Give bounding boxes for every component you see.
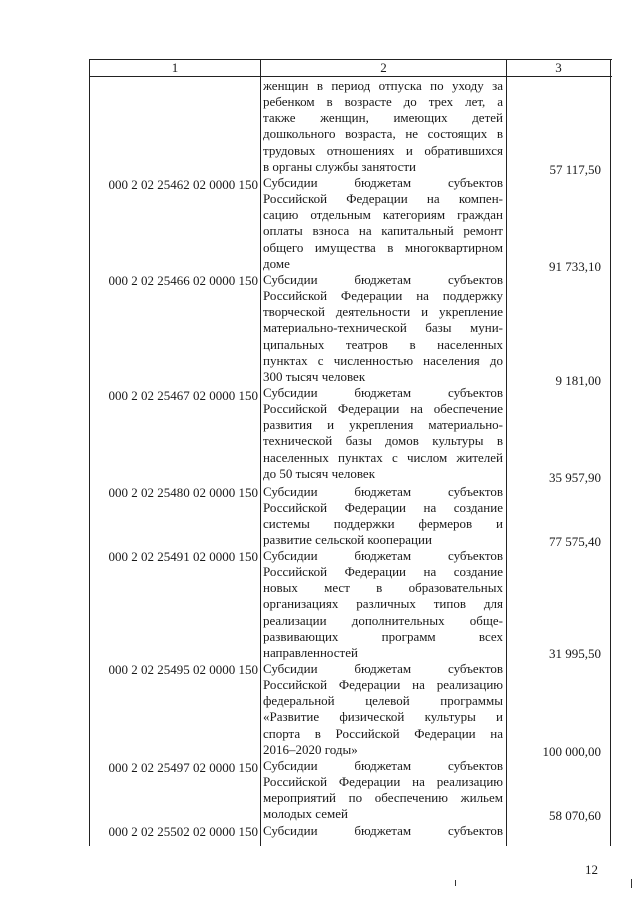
row-line: 2016–2020 годы» [263,741,358,757]
row-description [263,272,503,385]
column-header-2: 2 [380,60,387,75]
row-amount: 35 957,90 [549,470,601,485]
column-header-1: 1 [171,60,179,75]
row-line: спорта в Российской Федерации на [263,725,503,741]
row-line: Российской Федерации на обеспечение [263,401,503,417]
row-line: Российской Федерации на компен- [263,191,503,207]
row-amount: 77 575,40 [549,534,601,549]
row-line: новых мест в образовательных [263,580,503,596]
row-amount: 9 181,00 [555,373,601,388]
row-code: 000 2 02 25466 02 0000 150 [108,273,258,288]
row-line: Субсидии бюджетам субъектов [263,385,503,400]
scan-mark [455,880,456,886]
row-line: Субсидии бюджетам субъектов [263,548,503,563]
row-code: 000 2 02 25467 02 0000 150 [108,388,258,403]
intro-line: ребенком в возрасте до трех лет, а [263,94,503,110]
intro-line: женщин в период отпуска по уходу за [263,78,503,93]
row-line: развивающих программ всех [263,628,503,644]
row-description [263,385,503,482]
row-line: сацию отдельным категориям граждан [263,207,503,223]
row-line: развитие сельской кооперации [263,532,432,548]
row-line: общего имущества в многоквартирном [263,239,503,255]
row-line: 300 тысяч человек [263,368,366,384]
header-bottom-border [89,76,612,77]
intro-description [263,78,503,175]
intro-line: дошкольного возраста, не состоящих в [263,126,503,142]
row-description [263,823,503,839]
row-description [263,175,503,272]
row-line: реализации дополнительных обще- [263,612,503,628]
row-line: доме [263,255,290,271]
row-line: творческой деятельности и укрепление [263,304,503,320]
row-line: пунктах с численностью населения до [263,352,503,368]
row-line: организациях различных типов для [263,596,503,612]
row-line: Российской Федерации на реализацию [263,774,503,790]
row-line: Субсидии бюджетам субъектов [263,175,503,190]
row-description [263,661,503,758]
row-line: материально-технической базы муни- [263,320,503,336]
intro-line: трудовых отношениях и обратившихся [263,142,503,158]
row-line: оплаты взноса на капитальный ремонт [263,223,503,239]
row-line: Субсидии бюджетам субъектов [263,758,503,773]
row-code: 000 2 02 25495 02 0000 150 [108,662,258,677]
column-divider-1 [260,59,261,846]
row-code: 000 2 02 25502 02 0000 150 [108,824,258,839]
row-line: федеральной целевой программы [263,693,503,709]
row-amount: 31 995,50 [549,646,601,661]
row-line: молодых семей [263,806,348,822]
row-amount: 58 070,60 [549,808,601,823]
scan-mark [631,879,632,888]
table-top-border [89,59,612,60]
row-line: «Развитие физической культуры и [263,709,503,725]
intro-line: также женщин, имеющих детей [263,110,503,126]
row-description [263,484,503,549]
row-amount: 91 733,10 [549,259,601,274]
column-divider-2 [506,59,507,846]
row-line: Российской Федерации на реализацию [263,677,503,693]
row-line: Российской Федерации на поддержку [263,288,503,304]
row-code: 000 2 02 25462 02 0000 150 [108,177,258,192]
row-line: ципальных театров в населенных [263,336,503,352]
row-line: направленностей [263,644,358,660]
row-code: 000 2 02 25480 02 0000 150 [108,485,258,500]
row-description [263,758,503,823]
row-line: Российской Федерации на создание [263,564,503,580]
row-line: технической базы домов культуры в [263,433,503,449]
row-line: до 50 тысяч человек [263,465,376,481]
table-right-border [610,59,611,846]
page-number: 12 [585,862,598,877]
row-line: Российской Федерации на создание [263,500,503,516]
row-code: 000 2 02 25491 02 0000 150 [108,549,258,564]
intro-line: в органы службы занятости [263,158,417,174]
row-line: мероприятий по обеспечению жильем [263,790,503,806]
row-code: 000 2 02 25497 02 0000 150 [108,760,258,775]
row-amount: 100 000,00 [542,744,601,759]
row-line: системы поддержки фермеров и [263,516,503,532]
row-line: Субсидии бюджетам субъектов [263,484,503,499]
column-header-3: 3 [555,60,562,75]
row-line: Субсидии бюджетам субъектов [263,272,503,287]
row-line: Субсидии бюджетам субъектов [263,823,503,838]
row-line: Субсидии бюджетам субъектов [263,661,503,676]
row-description [263,548,503,661]
intro-amount: 57 117,50 [549,162,601,177]
row-line: населенных пунктах с числом жителей [263,449,503,465]
row-line: развития и укрепления материально- [263,417,503,433]
